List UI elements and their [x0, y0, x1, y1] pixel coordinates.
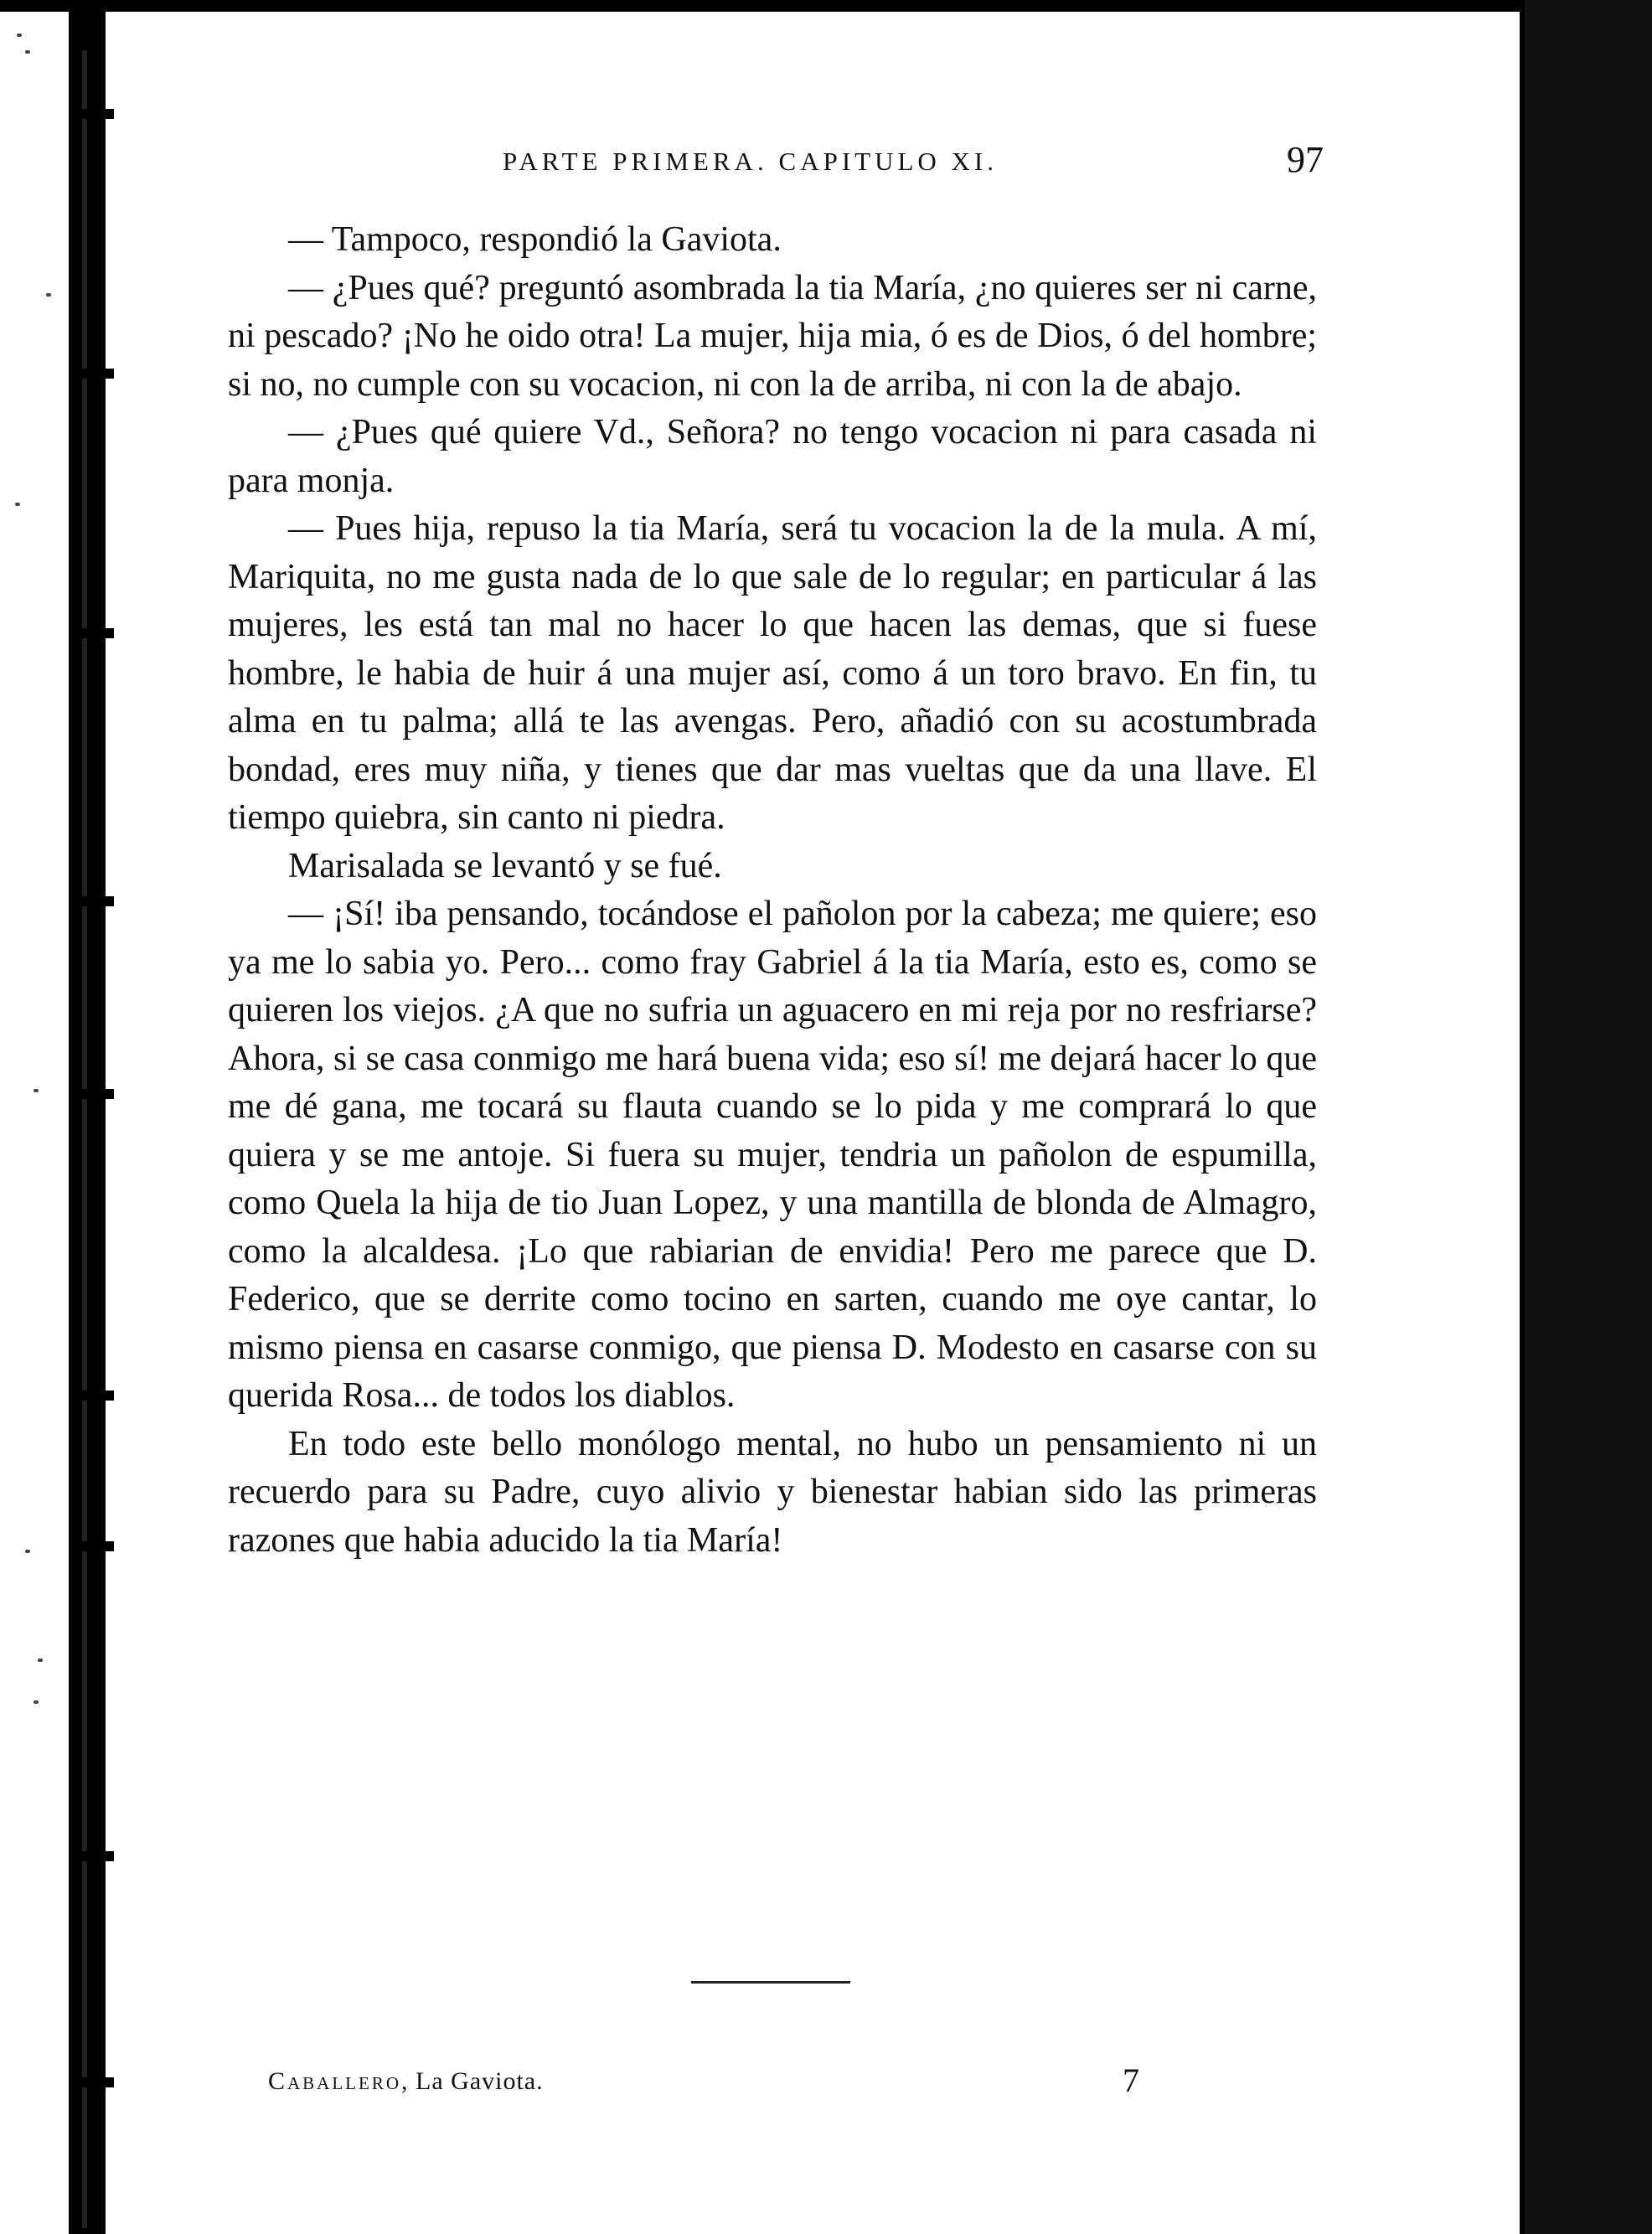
scan-specks — [0, 0, 67, 2234]
binding-stitch — [72, 896, 114, 906]
paragraph: Marisalada se levantó y se fué. — [288, 846, 722, 885]
paragraph: — Tampoco, respondió la Gaviota. — [288, 220, 782, 259]
page-header — [226, 138, 1324, 188]
paragraph: — ¿Pues qué quiere Vd., Señora? no tengo vocacion ni para casada ni para monja. — [228, 413, 1317, 500]
binding-stitch — [72, 369, 114, 379]
binding-gutter — [69, 0, 106, 2234]
paragraph: — ¿Pues qué? preguntó asombrada la tia María, ¿no quieres ser ni carne, ni pescado? ¡No he oido otra! La mujer, hija mia, ó es de Dios, ó del hombre; si no, no cumple con su vocacion, ni con la de arriba, ni con la de abajo. — [228, 268, 1317, 404]
binding-stitch — [72, 628, 114, 638]
binding-stitch — [72, 1541, 114, 1551]
footer-signature — [268, 2067, 544, 2096]
paragraph: En todo este bello monólogo mental, no hubo un pensamiento ni un recuerdo para su Padre, cuyo alivio y bienestar habian sido las primeras razones que habia aducido la tia María! — [228, 1424, 1317, 1560]
binding-stitch — [72, 2077, 114, 2087]
right-scan-border — [1525, 0, 1652, 2234]
footer-author: Caballero — [268, 2067, 402, 2095]
binding-stitch — [72, 109, 114, 119]
section-rule — [691, 1981, 850, 1984]
top-scan-edge — [0, 0, 1652, 12]
page-number: 97 — [1287, 139, 1324, 180]
footer-title: , La Gaviota. — [401, 2067, 544, 2095]
running-head: PARTE PRIMERA. CAPITULO XI. — [503, 147, 999, 176]
binding-stitch — [72, 1851, 114, 1861]
binding-stitch — [72, 1089, 114, 1099]
binding-stitch — [72, 1390, 114, 1401]
page-footer — [268, 2061, 1156, 2102]
signature-mark: 7 — [1123, 2061, 1139, 2099]
paragraph: — ¡Sí! iba pensando, tocándose el pañolon por la cabeza; me quiere; eso ya me lo sabia yo. Pero... como fray Gabriel á la tia María, esto es, como se quieren los viejos. ¿A que no sufria un aguacero en mi reja por no resfriarse? Ahora, si se casa conmigo me hará buena vida; eso sí! me dejará hacer lo que me dé gana, me tocará su flauta cuando se lo pida y me comprará lo que quiera y se me antoje. Si fuera su mujer, tendria un pañolon de espumilla, como Quela la hija de tio Juan Lopez, y una mantilla de blonda de Almagro, como la alcaldesa. ¡Lo que rabiarian de envidia! Pero me parece que D. Federico, que se derrite como tocino en sarten, cuando me oye cantar, lo mismo piensa en casarse conmigo, que piensa D. Modesto en casarse con su querida Rosa... de todos los diablos. — [228, 895, 1317, 1415]
body-text — [228, 216, 1317, 1565]
paragraph: — Pues hija, repuso la tia María, será tu vocacion la de la mula. A mí, Mariquita, no me gusta nada de lo que sale de lo regular; en particular á las mujeres, les está tan mal no hacer lo que hacen las demas, que si fuese hombre, le habia de huir á una mujer así, como á un toro bravo. En fin, tu alma en tu palma; allá te las avengas. Pero, añadió con su acostumbrada bondad, eres muy niña, y tienes que dar mas vueltas que da una llave. El tiempo quiebra, sin canto ni piedra. — [228, 509, 1317, 837]
